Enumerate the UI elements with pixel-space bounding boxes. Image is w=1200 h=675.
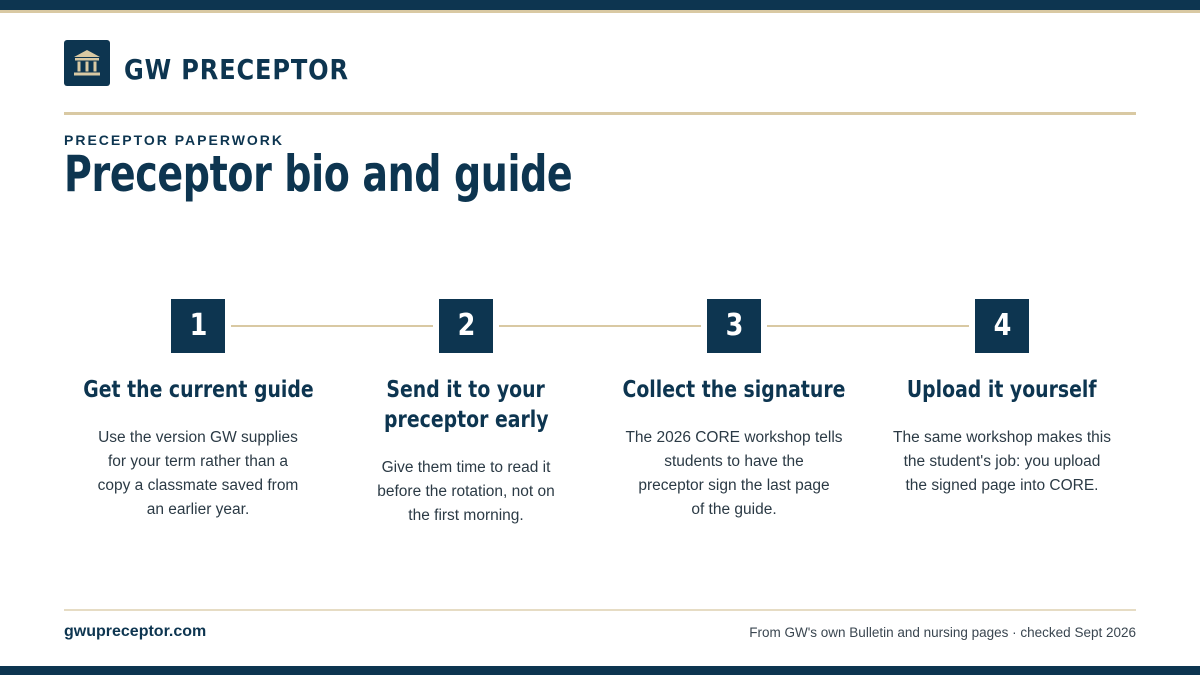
step-description-line: copy a classmate saved from — [97, 477, 299, 494]
step-description-line: for your term rather than a — [107, 453, 289, 470]
step-number: 1 — [189, 308, 207, 343]
step-description-line: The same workshop makes this — [893, 429, 1111, 446]
step-title — [858, 375, 1146, 405]
step-description-line: before the rotation, not on — [377, 483, 555, 500]
step-description — [600, 426, 868, 522]
step-number: 4 — [993, 308, 1011, 343]
step-title — [54, 375, 342, 405]
footer-divider — [64, 609, 1136, 611]
step-number-badge — [975, 299, 1029, 353]
step-description-line: Give them time to read it — [381, 459, 551, 476]
columns-building-icon — [73, 48, 101, 78]
step-title-text: Upload it yourself — [907, 377, 1097, 403]
step-description-line: the student's job: you upload — [903, 453, 1101, 470]
header-divider — [64, 112, 1136, 115]
step-title-line — [858, 375, 1146, 405]
bottom-accent-bar — [0, 666, 1200, 675]
step-description-line: preceptor sign the last page — [638, 477, 830, 494]
step-number: 3 — [725, 308, 743, 343]
top-accent-bar — [0, 0, 1200, 10]
step-title — [590, 375, 878, 405]
step-description-line: the signed page into CORE. — [905, 477, 1099, 494]
step-description — [868, 426, 1136, 498]
step-title-text: preceptor early — [383, 407, 549, 433]
step-number: 2 — [457, 308, 475, 343]
step-connector — [499, 325, 701, 327]
top-gold-stripe — [0, 10, 1200, 13]
step-connector — [231, 325, 433, 327]
logo — [64, 40, 110, 86]
step-number-badge — [171, 299, 225, 353]
footer-source-note: From GW's own Bulletin and nursing pages · checked Sept 2026 — [749, 625, 1136, 640]
step-description — [332, 456, 600, 528]
step-title-text: Collect the signature — [622, 377, 846, 403]
page-title: Preceptor bio and guide — [64, 145, 573, 203]
step-description — [64, 426, 332, 522]
step-description-line: students to have the — [664, 453, 804, 470]
step-description-line: Use the version GW supplies — [98, 429, 298, 446]
step-title-line — [322, 405, 610, 435]
brand-name: GW PRECEPTOR — [124, 53, 349, 86]
step-title-line — [590, 375, 878, 405]
step-connector — [767, 325, 969, 327]
step-number-badge — [439, 299, 493, 353]
step-title-text: Send it to your — [386, 377, 546, 403]
step-description-line: The 2026 CORE workshop tells — [625, 429, 843, 446]
step-title — [322, 375, 610, 435]
step-number-badge — [707, 299, 761, 353]
step-title-text: Get the current guide — [82, 377, 314, 403]
step-title-line — [322, 375, 610, 405]
step-description-line: an earlier year. — [146, 501, 250, 518]
step-description-line: the first morning. — [408, 507, 524, 524]
step-title-line — [54, 375, 342, 405]
section-eyebrow: PRECEPTOR PAPERWORK — [64, 132, 285, 148]
step-description-line: of the guide. — [691, 501, 777, 518]
footer-site-link[interactable]: gwupreceptor.com — [64, 623, 207, 640]
